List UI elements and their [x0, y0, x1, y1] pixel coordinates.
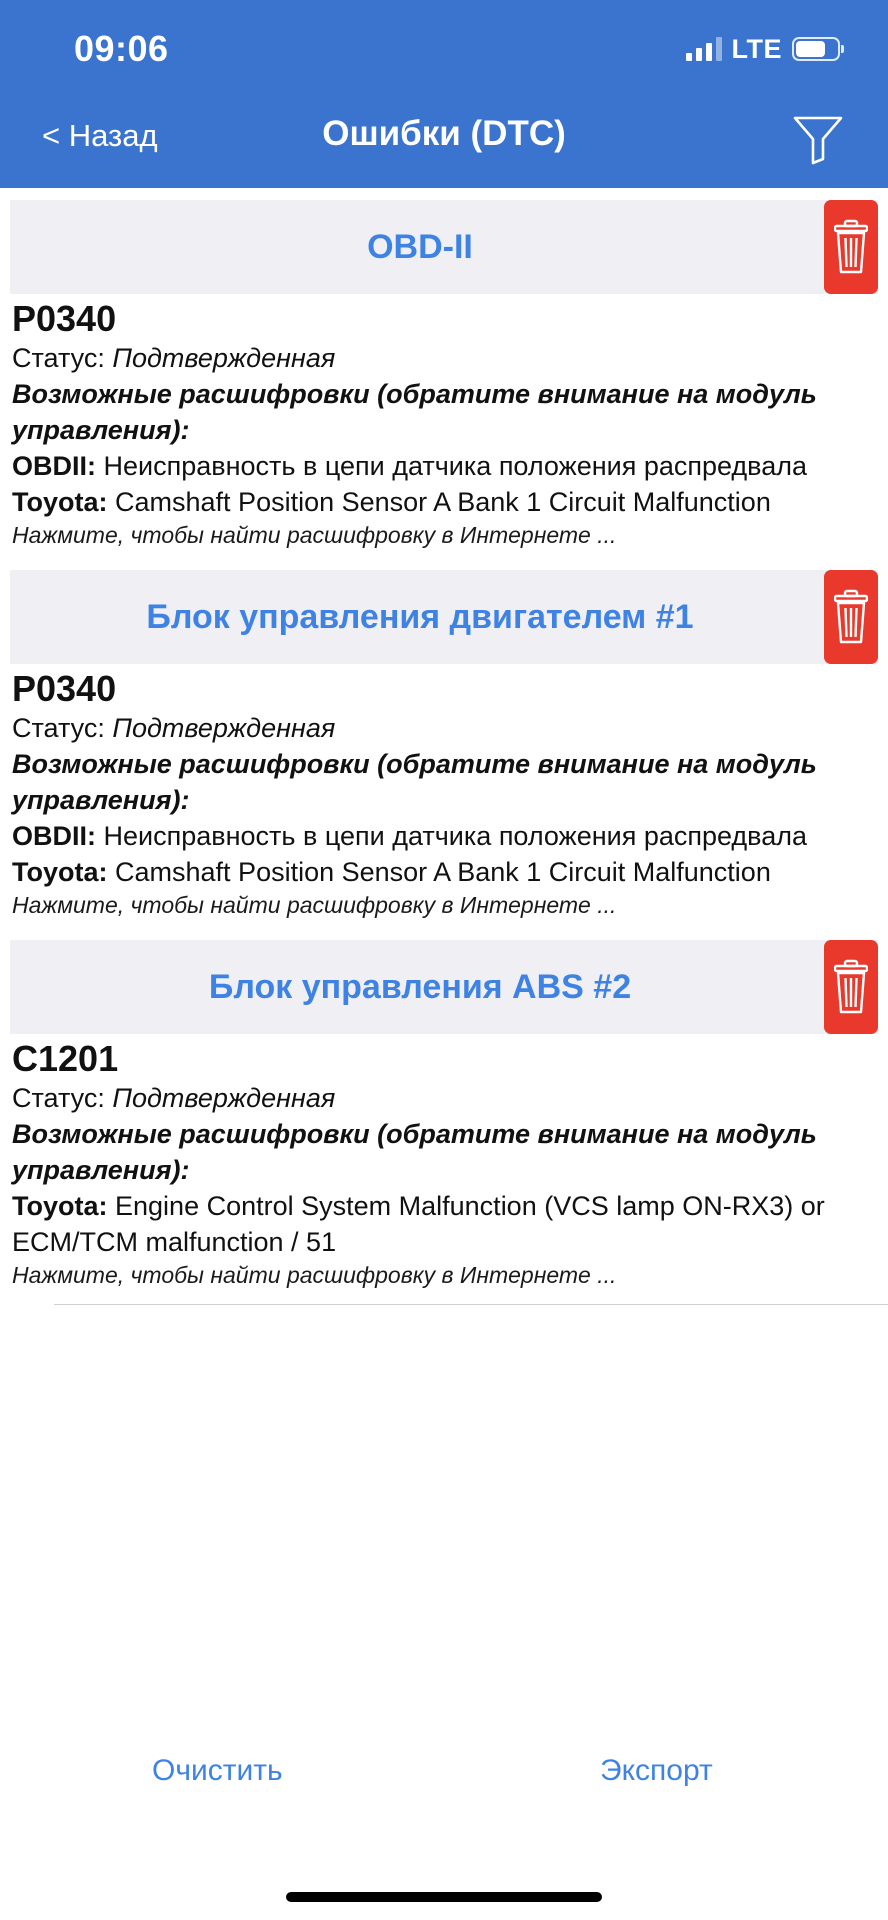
- decoding-text: Неисправность в цепи датчика положения распредвала: [103, 821, 807, 851]
- status-label: Статус:: [12, 1083, 105, 1113]
- decoding-line: [12, 854, 878, 890]
- section-title: Блок управления двигателем #1: [146, 598, 694, 636]
- decodings-heading: Возможные расшифровки (обратите внимание на модуль управления):: [12, 1119, 817, 1185]
- error-entry[interactable]: [0, 294, 888, 556]
- dtc-section: [0, 940, 888, 1296]
- back-button[interactable]: < Назад: [42, 118, 158, 153]
- filter-icon: [792, 114, 844, 166]
- decoding-source: Toyota:: [12, 487, 108, 517]
- decoding-source: OBDII:: [12, 451, 96, 481]
- trash-icon: [834, 219, 868, 275]
- signal-strength-icon: [686, 37, 722, 61]
- decoding-text: Неисправность в цепи датчика положения распредвала: [103, 451, 807, 481]
- home-indicator: [286, 1892, 602, 1902]
- status-line: [12, 340, 878, 376]
- decodings-heading: Возможные расшифровки (обратите внимание на модуль управления):: [12, 379, 817, 445]
- status-line: [12, 710, 878, 746]
- error-code: P0340: [12, 298, 117, 339]
- section-title: Блок управления ABS #2: [208, 968, 632, 1006]
- error-code: C1201: [12, 1038, 119, 1079]
- decoding-source: OBDII:: [12, 821, 96, 851]
- battery-icon: [792, 37, 840, 61]
- network-type-label: LTE: [731, 33, 782, 64]
- dtc-section: [0, 200, 888, 556]
- clear-button[interactable]: Очистить: [152, 1754, 283, 1787]
- delete-button[interactable]: [824, 940, 878, 1034]
- decoding-source: Toyota:: [12, 1191, 108, 1221]
- decoding-text: Camshaft Position Sensor A Bank 1 Circuit Malfunction: [115, 857, 771, 887]
- dtc-section: [0, 570, 888, 926]
- search-hint[interactable]: Нажмите, чтобы найти расшифровку в Интернете ...: [12, 1262, 617, 1288]
- search-hint[interactable]: Нажмите, чтобы найти расшифровку в Интернете ...: [12, 522, 617, 548]
- export-button[interactable]: Экспорт: [600, 1754, 713, 1787]
- status-value: Подтвержденная: [112, 1083, 336, 1113]
- trash-icon: [834, 959, 868, 1015]
- decoding-line: [12, 818, 878, 854]
- list-divider: [54, 1304, 888, 1305]
- delete-button[interactable]: [824, 200, 878, 294]
- section-header: [10, 570, 878, 664]
- navigation-header: [0, 0, 888, 188]
- section-title: OBD-II: [367, 228, 473, 266]
- status-label: Статус:: [12, 343, 105, 373]
- section-header: [10, 200, 878, 294]
- status-indicators: [686, 34, 841, 64]
- error-entry[interactable]: [0, 1034, 888, 1296]
- delete-button[interactable]: [824, 570, 878, 664]
- status-value: Подтвержденная: [112, 713, 336, 743]
- decoding-source: Toyota:: [12, 857, 108, 887]
- status-time: 09:06: [74, 28, 169, 69]
- decoding-line: [12, 448, 878, 484]
- error-code: P0340: [12, 668, 117, 709]
- section-header: [10, 940, 878, 1034]
- dtc-list: [0, 200, 888, 1305]
- decoding-text: Engine Control System Malfunction (VCS lamp ON-RX3) or ECM/TCM malfunction / 51: [12, 1191, 825, 1257]
- search-hint[interactable]: Нажмите, чтобы найти расшифровку в Интернете ...: [12, 892, 617, 918]
- status-label: Статус:: [12, 713, 105, 743]
- decoding-line: [12, 484, 878, 520]
- decoding-line: [12, 1188, 878, 1260]
- error-entry[interactable]: [0, 664, 888, 926]
- filter-button[interactable]: [792, 114, 844, 166]
- status-value: Подтвержденная: [112, 343, 336, 373]
- decoding-text: Camshaft Position Sensor A Bank 1 Circuit Malfunction: [115, 487, 771, 517]
- trash-icon: [834, 589, 868, 645]
- decodings-heading: Возможные расшифровки (обратите внимание на модуль управления):: [12, 749, 817, 815]
- page-title: Ошибки (DTC): [322, 114, 566, 153]
- status-line: [12, 1080, 878, 1116]
